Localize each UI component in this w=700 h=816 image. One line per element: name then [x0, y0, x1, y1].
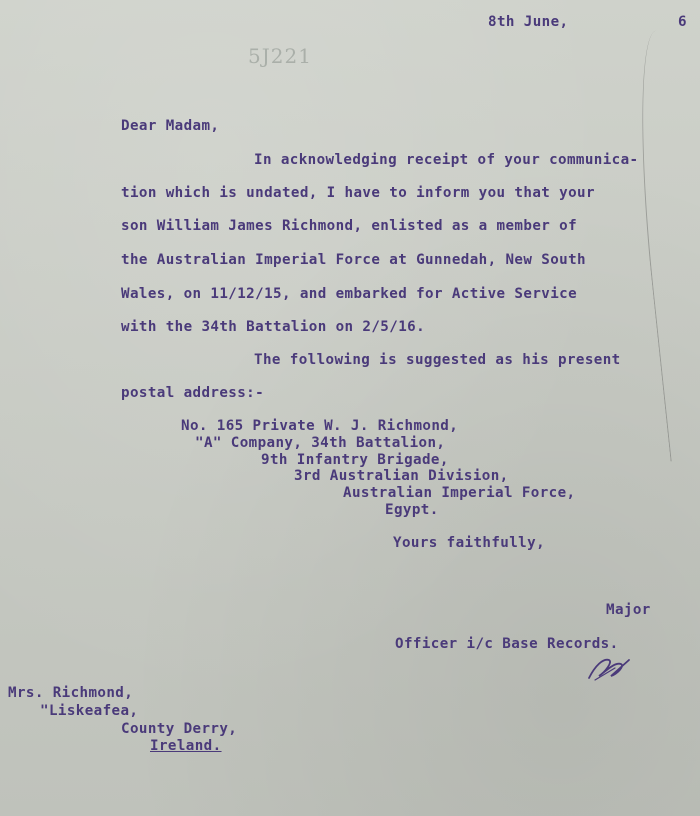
recipient-line: "Liskeafea,: [40, 703, 139, 719]
address-line: No. 165 Private W. J. Richmond,: [181, 418, 459, 434]
page-number: 6: [678, 14, 687, 30]
recipient-line: Mrs. Richmond,: [8, 685, 134, 701]
body-line: with the 34th Battalion on 2/5/16.: [121, 319, 426, 335]
body-line: In acknowledging receipt of your communica-: [254, 152, 639, 168]
file-number-stamp: 5J221: [248, 44, 312, 68]
initials-signature: [585, 652, 635, 684]
signatory-rank: Major: [606, 602, 651, 618]
address-line: "A" Company, 34th Battalion,: [195, 435, 446, 451]
recipient-line: Ireland.: [150, 738, 222, 754]
body-line: tion which is undated, I have to inform you that your: [121, 185, 595, 201]
recipient-line: County Derry,: [121, 721, 238, 737]
address-line: 9th Infantry Brigade,: [261, 452, 449, 468]
body-line: Wales, on 11/12/15, and embarked for Active Service: [121, 286, 578, 302]
salutation: Dear Madam,: [121, 118, 220, 134]
paper-crease: [626, 29, 700, 462]
letter-date: 8th June,: [488, 14, 569, 30]
address-line: Egypt.: [385, 502, 439, 518]
address-line: Australian Imperial Force,: [343, 485, 576, 501]
signatory-office: Officer i/c Base Records.: [395, 636, 619, 652]
body-line: son William James Richmond, enlisted as a member of: [121, 218, 578, 234]
closing: Yours faithfully,: [393, 535, 546, 551]
body-line: The following is suggested as his present: [254, 352, 621, 368]
address-line: 3rd Australian Division,: [294, 468, 509, 484]
body-line: the Australian Imperial Force at Gunnedah, New South: [121, 252, 586, 268]
body-line: postal address:-: [121, 385, 265, 401]
